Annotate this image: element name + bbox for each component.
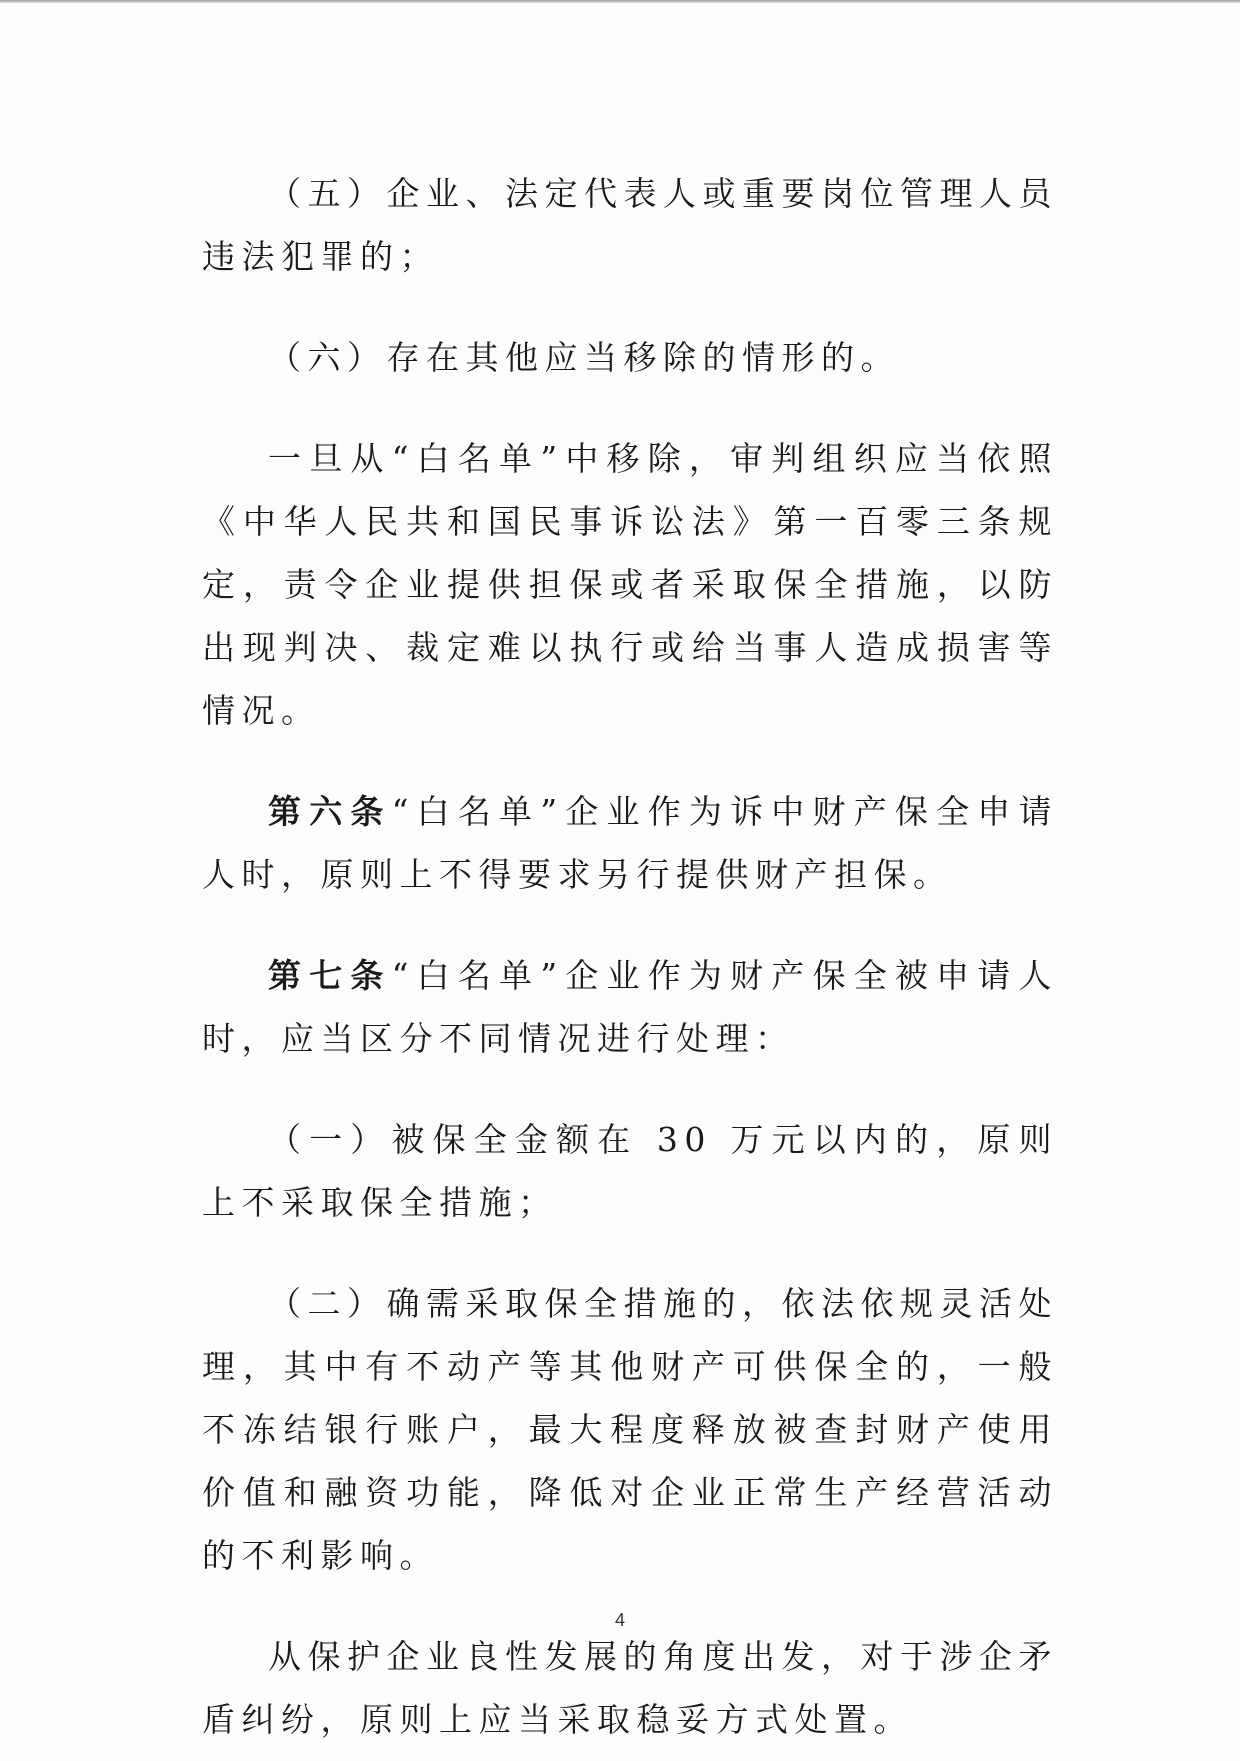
- paragraph-removal-consequence: 一旦从“白名单”中移除，审判组织应当依照《中华人民共和国民事诉讼法》第一百零三条规定，责令企业提供担保或者采取保全措施，以防出现判决、裁定难以执行或给当事人造成损害等情况。: [202, 439, 1058, 730]
- paragraph-article-7-item-1: （一）被保全金额在 30 万元以内的，原则上不采取保全措施；: [202, 1120, 1058, 1222]
- article-7-heading: 第七条: [268, 956, 392, 995]
- paragraph-article-7: [202, 944, 1058, 1070]
- scan-top-edge: [0, 0, 1240, 3]
- page-number: 4: [614, 1610, 625, 1630]
- article-6-text: “白名单”企业作为诉中财产保全申请人时，原则上不得要求另行提供财产担保。: [202, 792, 1058, 894]
- document-body: [202, 162, 1058, 1751]
- paragraph-article-7-item-2: （二）确需采取保全措施的，依法依规灵活处理，其中有不动产等其他财产可供保全的，一般不冻结银行账户，最大程度释放被查封财产使用价值和融资功能，降低对企业正常生产经营活动的不利影响。: [202, 1284, 1058, 1575]
- article-6-heading: 第六条: [268, 792, 392, 831]
- paragraph-article-6: [202, 780, 1058, 906]
- paragraph-dispute-handling: 从保护企业良性发展的角度出发，对于涉企矛盾纠纷，原则上应当采取稳妥方式处置。: [202, 1637, 1058, 1739]
- article-7-text: “白名单”企业作为财产保全被申请人时，应当区分不同情况进行处理：: [202, 956, 1058, 1058]
- paragraph-item-6: （六）存在其他应当移除的情形的。: [268, 338, 900, 377]
- paragraph-item-5: （五）企业、法定代表人或重要岗位管理人员违法犯罪的；: [202, 174, 1058, 276]
